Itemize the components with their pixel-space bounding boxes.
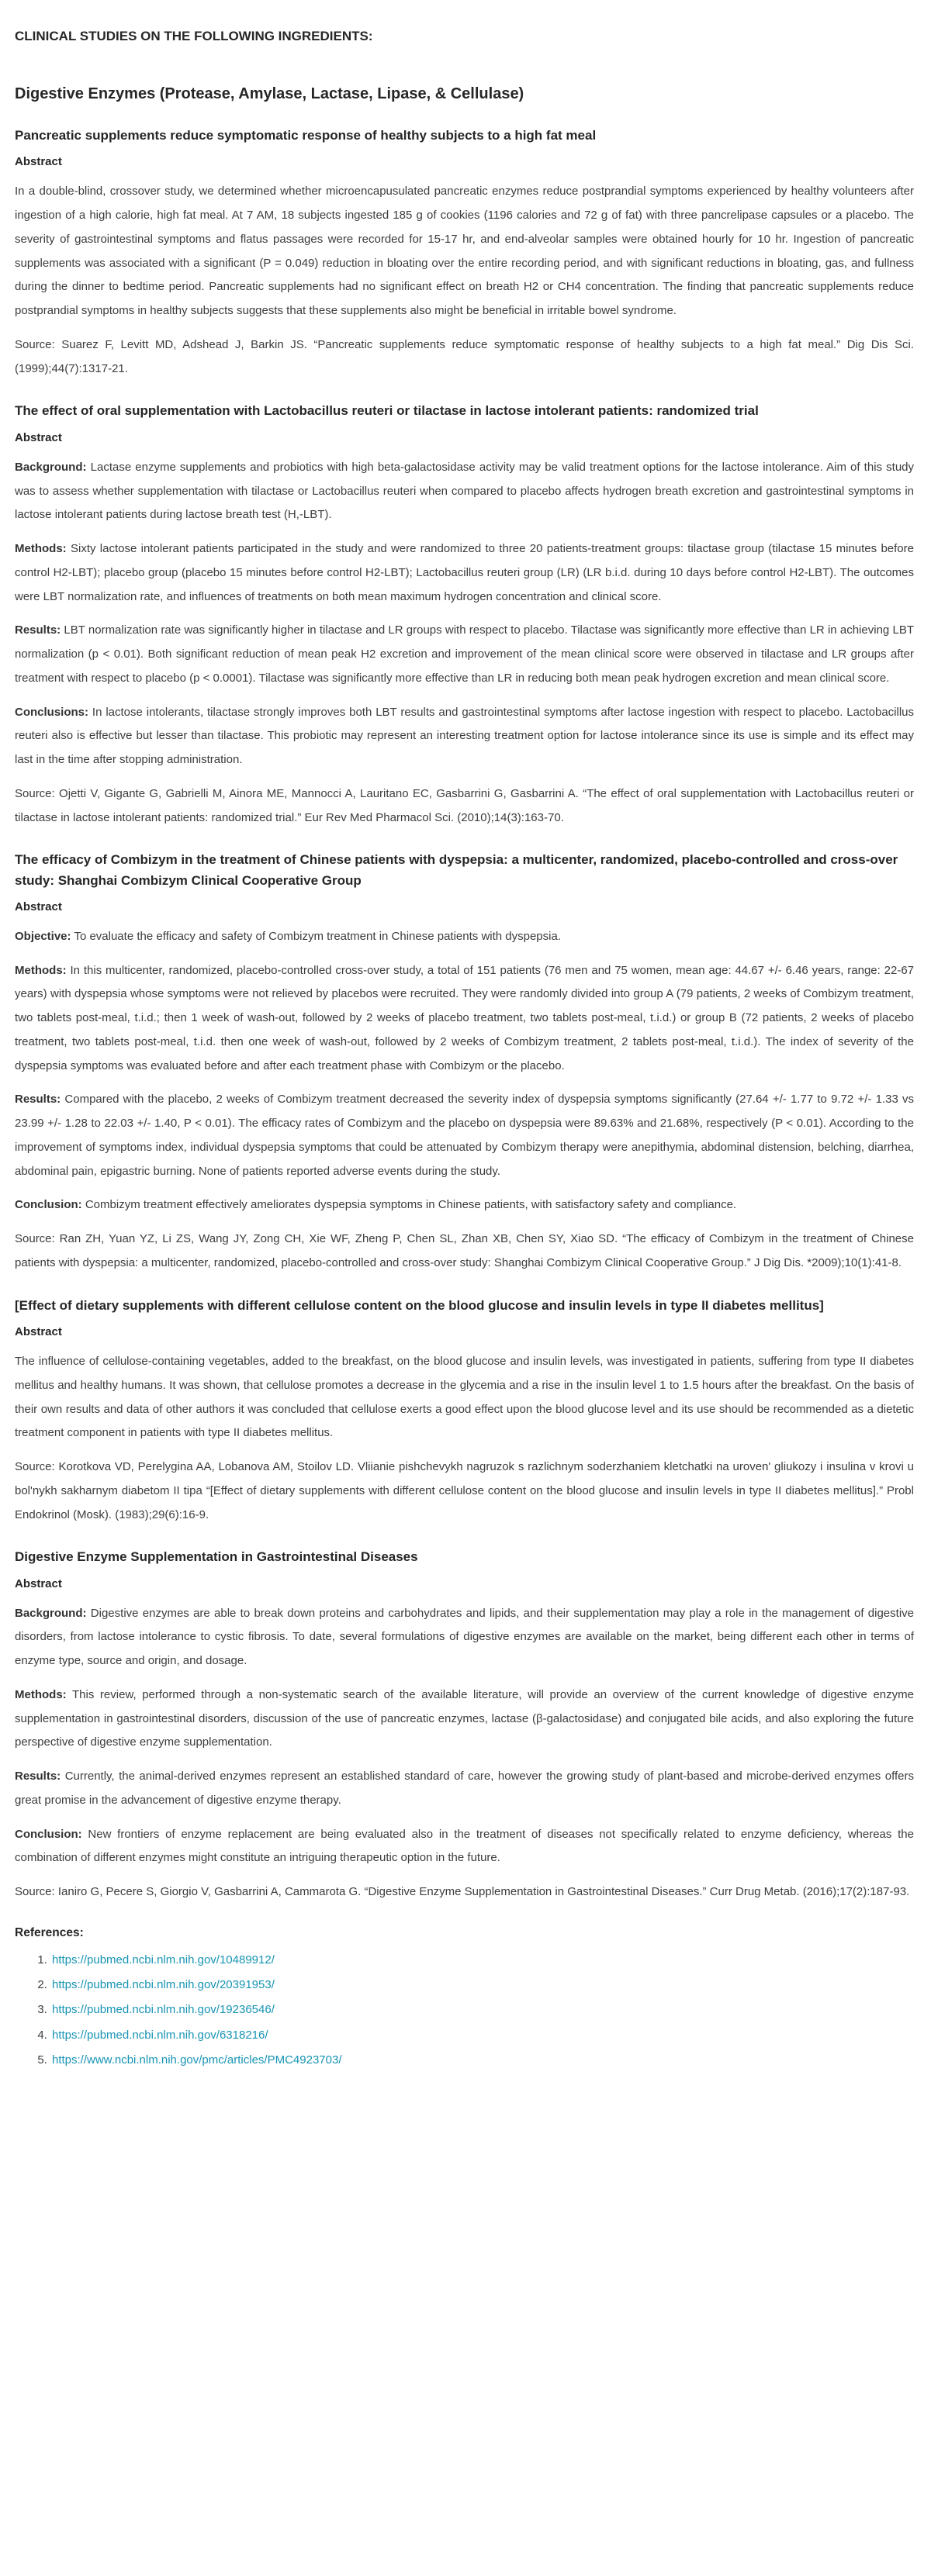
source-citation: Source: Korotkova VD, Perelygina AA, Lobanova AM, Stoilov LD. Vliianie pishchevykh nagruzok s razlichnym soderzhaniem kletchatki na uroven' gliukozy i insulina v krovi u bol'nykh sakharnym diabetom II tipa “[Effect of dietary supplements with different cellulose content on the blood glucose and insulin levels in type II diabetes mellitus].” Probl Endokrinol (Mosk). (1983);29(6):16-9. [15, 1460, 914, 1521]
paragraph-text: Sixty lactose intolerant patients participated in the study and were randomized to three 20 patients-treatment groups: tilactase group (tilactase 15 minutes before control H2-LBT); placebo group (placebo 15 minutes before control H2-LBT); Lactobacillus reuteri group (LR) (LR b.i.d. during 10 days before control H2-LBT). The outcomes were LBT normalization rate, and influences of treatments on both mean maximum hydrogen concentration and clinical score. [15, 542, 914, 603]
reference-link-2[interactable]: https://pubmed.ncbi.nlm.nih.gov/20391953/ [52, 1978, 275, 1992]
abstract-label: Abstract [15, 1325, 62, 1339]
source-citation: Source: Ran ZH, Yuan YZ, Li ZS, Wang JY, Zong CH, Xie WF, Zheng P, Chen SL, Zhan XB, Chen SY, Xiao SD. “The efficacy of Combizym in the treatment of Chinese patients with dyspepsia: a multicenter, randomized, placebo-controlled and cross-over study: Shanghai Combizym Clinical Cooperative Group.” J Dig Dis. *2009);10(1):41-8. [15, 1232, 914, 1269]
source-citation: Source: Ianiro G, Pecere S, Giorgio V, Gasbarrini A, Cammarota G. “Digestive Enzyme Supplementation in Gastrointestinal Diseases.” Curr Drug Metab. (2016);17(2):187-93. [15, 1885, 910, 1899]
study-section-4 [15, 1296, 914, 1528]
abstract-paragraph [15, 456, 914, 527]
paragraph-label: Methods: [15, 963, 67, 977]
reference-item [50, 2048, 914, 2073]
paragraph-text: To evaluate the efficacy and safety of Combizym treatment in Chinese patients with dyspepsia. [74, 929, 561, 943]
reference-link-5[interactable]: https://www.ncbi.nlm.nih.gov/pmc/articles/PMC4923703/ [52, 2053, 342, 2067]
abstract-paragraph [15, 701, 914, 772]
reference-link-3[interactable]: https://pubmed.ncbi.nlm.nih.gov/19236546/ [52, 2003, 275, 2017]
study-title: The effect of oral supplementation with Lactobacillus reuteri or tilactase in lactose intolerant patients: randomized trial [15, 403, 759, 419]
abstract-paragraph [15, 959, 914, 1079]
paragraph-label: Conclusion: [15, 1827, 82, 1841]
abstract-paragraph [15, 1683, 914, 1755]
source-citation: Source: Ojetti V, Gigante G, Gabrielli M, Ainora ME, Mannocci A, Lauritano EC, Gasbarrini G, Gasbarrini A. “The effect of oral supplementation with Lactobacillus reuteri or tilactase in lactose intolerant patients: randomized trial.” Eur Rev Med Pharmacol Sci. (2010);14(3):163-70. [15, 786, 914, 824]
abstract-paragraph [15, 537, 914, 609]
paragraph-label: Conclusions: [15, 705, 89, 719]
references-section [15, 1926, 914, 2073]
paragraph-text: LBT normalization rate was significantly higher in tilactase and LR groups with respect to placebo. Tilactase was significantly more effective than LR in achieving LBT normalization (p < 0.01). Both significant reduction of mean peak H2 excretion and improvement of the mean clinical score were observed in tilactase and LR groups after treatment with respect to placebo (p < 0.0001). Tilactase was significantly more effective than LR in reducing both mean peak hydrogen excretion and mean clinical score. [15, 623, 914, 685]
paragraph-text: New frontiers of enzyme replacement are being evaluated also in the treatment of diseases not specifically related to enzyme deficiency, whereas the combination of different enzymes might constitute an intriguing therapeutic option in the future. [15, 1827, 914, 1865]
abstract-label: Abstract [15, 900, 62, 913]
paragraph-label: Background: [15, 1606, 87, 1620]
paragraph-label: Results: [15, 1770, 61, 1784]
paragraph-label: Methods: [15, 542, 67, 556]
paragraph-label: Conclusion: [15, 1198, 82, 1212]
abstract-label: Abstract [15, 1576, 62, 1590]
study-section-5 [15, 1547, 914, 1904]
paragraph-text: This review, performed through a non-systematic search of the available literature, will provide an overview of the current knowledge of digestive enzyme supplementation in gastrointestinal disorders, discussion of the use of pancreatic enzymes, lactase (β-galactosidase) and conjugated bile acids, and also exploring the future perspective of digestive enzyme supplementation. [15, 1687, 914, 1749]
abstract-paragraph [15, 1602, 914, 1673]
study-title: Digestive Enzyme Supplementation in Gastrointestinal Diseases [15, 1549, 418, 1565]
reference-item [50, 1998, 914, 2022]
abstract-paragraph [15, 1823, 914, 1871]
paragraph-text: Digestive enzymes are able to break down proteins and carbohydrates and lipids, and their supplementation may play a role in the management of digestive disorders, from lactose intolerance to cystic fibrosis. To date, several formulations of digestive enzymes are available on the market, being different each other in terms of enzyme type, source and origin, and dosage. [15, 1606, 914, 1668]
paragraph-text: In a double-blind, crossover study, we determined whether microencapusulated pancreatic enzymes reduce postprandial symptoms experienced by healthy volunteers after ingestion of a high calorie, high fat meal. At 7 AM, 18 subjects ingested 185 g of cookies (1196 calories and 72 g of fat) with three pancrelipase capsules or a placebo. The severity of gastrointestinal symptoms and flatus passages were recorded for 15-17 hr, and end-alveolar samples were obtained hourly for 10 hr. Ingestion of pancreatic supplements was associated with a significant (P = 0.049) reduction in bloating over the entire recording period, and with significant reductions in bloating, gas, and fullness during the dinner to bedtime period. Pancreatic supplements had no significant effect on breath H2 or CH4 concentration. The finding that pancreatic supplements reduce postprandial symptoms in healthy subjects suggests that these supplements also might be beneficial in irritable bowel syndrome. [15, 185, 914, 318]
reference-link-4[interactable]: https://pubmed.ncbi.nlm.nih.gov/6318216/ [52, 2028, 268, 2042]
paragraph-label: Methods: [15, 1687, 67, 1701]
abstract-label: Abstract [15, 430, 62, 444]
reference-item [50, 1948, 914, 1973]
abstract-paragraph [15, 1193, 914, 1217]
study-title: [Effect of dietary supplements with different cellulose content on the blood glucose and insulin levels in type II diabetes mellitus] [15, 1297, 824, 1313]
reference-link-1[interactable]: https://pubmed.ncbi.nlm.nih.gov/10489912/ [52, 1953, 275, 1967]
reference-item [50, 2023, 914, 2048]
paragraph-text: Compared with the placebo, 2 weeks of Combizym treatment decreased the severity index of dyspepsia symptoms significantly (27.64 +/- 1.77 to 9.72 +/- 1.33 vs 23.99 +/- 1.28 to 22.03 +/- 1.40, P < 0.01). The efficacy rates of Combizym and the placebo on dyspepsia were 89.63% and 21.68%, respectively (P < 0.01). According to the improvement of symptoms index, individual dyspepsia symptoms that could be attenuated by Combizym therapy were anepithymia, abdominal distension, belching, diarrhea, abdominal pain, epigastric burning. None of patients reported adverse events during the study. [15, 1093, 915, 1178]
study-section-2 [15, 401, 914, 830]
study-section-1 [15, 126, 914, 381]
abstract-paragraph [15, 619, 914, 690]
paragraph-label: Results: [15, 1093, 61, 1107]
paragraph-text: Combizym treatment effectively ameliorates dyspepsia symptoms in Chinese patients, with satisfactory safety and compliance. [85, 1198, 737, 1212]
abstract-label: Abstract [15, 155, 62, 169]
references-heading: References: [15, 1925, 84, 1939]
paragraph-label: Objective: [15, 929, 71, 943]
study-title: Pancreatic supplements reduce symptomatic response of healthy subjects to a high fat meal [15, 128, 597, 143]
paragraph-label: Results: [15, 623, 61, 637]
paragraph-text: Currently, the animal-derived enzymes represent an established standard of care, however the growing study of plant-based and microbe-derived enzymes offers great promise in the advancement of digestive enzyme therapy. [15, 1770, 914, 1807]
source-citation: Source: Suarez F, Levitt MD, Adshead J, Barkin JS. “Pancreatic supplements reduce symptomatic response of healthy subjects to a high fat meal.” Dig Dis Sci. (1999);44(7):1317-21. [15, 337, 914, 375]
references-list [15, 1948, 914, 2073]
paragraph-text: In this multicenter, randomized, placebo-controlled cross-over study, a total of 151 patients (76 men and 75 women, mean age: 44.67 +/- 6.46 years, range: 22-67 years) with dyspepsia whose symptoms were not relieved by placebos were recruited. They were randomly divided into group A (79 patients, 2 weeks of Combizym treatment, two tablets post-meal, t.i.d.; then 1 week of wash-out, followed by 2 weeks of placebo treatment, two tablets post-meal, t.i.d.) or group B (72 patients, 2 weeks of placebo treatment, two tablets post-meal, t.i.d. then one week of wash-out, followed by 2 weeks of Combizym treatment, 2 tablets post-meal, t.i.d.). The index of severity of the dyspepsia symptoms was evaluated before and after each treatment phase with Combizym or the placebo. [15, 963, 915, 1072]
abstract-paragraph [15, 1765, 914, 1813]
reference-item [50, 1973, 914, 1998]
study-section-3 [15, 850, 914, 1275]
page-subtitle: Digestive Enzymes (Protease, Amylase, Lactase, Lipase, & Cellulase) [15, 85, 524, 103]
paragraph-text: In lactose intolerants, tilactase strongly improves both LBT results and gastrointestinal symptoms after lactose ingestion with respect to placebo. Lactobacillus reuteri also is effective but lesser than tilactase. This probiotic may represent an interesting treatment option for lactose intolerance since its use is simple and its effect may last in the time after stopping administration. [15, 705, 914, 767]
abstract-paragraph [15, 1088, 914, 1183]
paragraph-text: The influence of cellulose-containing vegetables, added to the breakfast, on the blood glucose and insulin levels, was investigated in patients, suffering from type II diabetes mellitus and healthy humans. It was shown, that cellulose promotes a decrease in the glycemia and a rise in the insulin level 1 to 1.5 hours after the breakfast. On the basis of their own results and data of other authors it was concluded that cellulose exerts a good effect upon the blood glucose level and its use should be recommended as a dietetic treatment component in patients with type II diabetes mellitus. [15, 1355, 914, 1440]
abstract-paragraph [15, 180, 914, 323]
page-title: CLINICAL STUDIES ON THE FOLLOWING INGREDIENTS: [15, 29, 373, 43]
paragraph-label: Background: [15, 460, 87, 474]
paragraph-text: Lactase enzyme supplements and probiotics with high beta-galactosidase activity may be valid treatment options for the lactose intolerance. Aim of this study was to assess whether supplementation with tilactase or Lactobacillus reuteri when compared to placebo affects hydrogen breath excretion and gastrointestinal symptoms in lactose intolerant patients during lactose breath test (H,-LBT). [15, 460, 914, 522]
abstract-paragraph [15, 925, 914, 949]
study-title: The efficacy of Combizym in the treatment of Chinese patients with dyspepsia: a multicenter, randomized, placebo-controlled and cross-over study: Shanghai Combizym Clinical Cooperative Group [15, 852, 898, 888]
abstract-paragraph [15, 1350, 914, 1445]
